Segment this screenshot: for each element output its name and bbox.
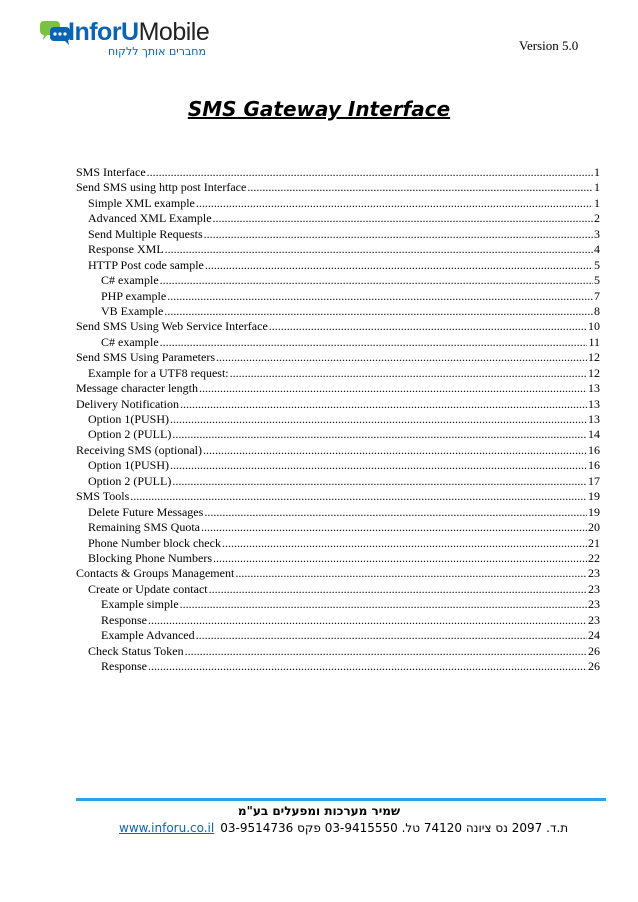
toc-entry[interactable] — [76, 180, 600, 195]
toc-leader-dots — [130, 489, 587, 504]
toc-leader-dots — [165, 242, 593, 257]
toc-leader-dots — [235, 566, 587, 581]
toc-entry-label: Option 1(PUSH) — [88, 458, 170, 473]
toc-entry-page: 10 — [588, 319, 600, 334]
toc-entry-label: SMS Tools — [76, 489, 130, 504]
toc-entry-label: HTTP Post code sample — [88, 257, 204, 272]
toc-entry-label: Option 2 (PULL) — [88, 473, 172, 488]
toc-entry-label: Example Advanced — [101, 628, 195, 643]
toc-entry-page: 12 — [588, 365, 600, 380]
toc-entry[interactable] — [76, 289, 600, 304]
toc-entry-page: 19 — [588, 504, 600, 519]
toc-entry-page: 4 — [594, 242, 600, 257]
toc-leader-dots — [204, 505, 587, 520]
toc-leader-dots — [147, 165, 593, 180]
toc-entry-label: Advanced XML Example — [88, 211, 212, 226]
toc-entry-page: 16 — [588, 458, 600, 473]
toc-entry-page: 14 — [588, 427, 600, 442]
toc-entry-label: Option 2 (PULL) — [88, 427, 172, 442]
toc-entry[interactable] — [76, 566, 600, 581]
logo-wordmark: InforUMobile — [68, 18, 210, 46]
logo-tagline: מחברים אותך ללקוח — [108, 45, 206, 58]
toc-entry[interactable] — [76, 165, 600, 180]
toc-entry-label: Blocking Phone Numbers — [88, 550, 212, 565]
toc-leader-dots — [230, 366, 587, 381]
toc-entry-page: 16 — [588, 442, 600, 457]
toc-leader-dots — [180, 597, 587, 612]
toc-entry[interactable] — [76, 196, 600, 211]
toc-entry-label: Check Status Token — [88, 643, 184, 658]
toc-entry-label: Delete Future Messages — [88, 504, 204, 519]
toc-leader-dots — [203, 443, 587, 458]
toc-entry-page: 26 — [588, 643, 600, 658]
toc-entry-label: Send SMS Using Web Service Interface — [76, 319, 268, 334]
toc-entry-page: 13 — [588, 381, 600, 396]
version-label: Version 5.0 — [519, 38, 579, 53]
toc-leader-dots — [170, 458, 587, 473]
toc-entry-label: Send SMS Using Parameters — [76, 350, 215, 365]
toc-entry[interactable] — [76, 227, 600, 242]
toc-entry-label: Option 1(PUSH) — [88, 412, 170, 426]
toc-entry-page: 2 — [594, 211, 600, 226]
toc-entry[interactable] — [76, 242, 600, 257]
toc-leader-dots — [216, 350, 587, 365]
toc-leader-dots — [204, 227, 593, 242]
toc-entry-page: 5 — [594, 273, 600, 288]
toc-leader-dots — [196, 628, 587, 643]
toc-entry[interactable] — [76, 273, 600, 288]
toc-leader-dots — [205, 258, 593, 273]
toc-entry-label: Send Multiple Requests — [88, 226, 203, 241]
toc-leader-dots — [269, 319, 587, 334]
toc-entry-page: 3 — [594, 226, 600, 241]
toc-entry-page: 17 — [588, 473, 600, 488]
toc-entry[interactable] — [76, 536, 600, 551]
footer-divider — [76, 798, 606, 801]
toc-entry[interactable] — [76, 412, 600, 427]
toc-entry-label: Send SMS using http post Interface — [76, 180, 247, 195]
toc-entry[interactable] — [76, 505, 600, 520]
toc-entry-page: 8 — [594, 303, 600, 318]
website-link[interactable]: www.inforu.co.il — [119, 821, 215, 835]
toc-entry[interactable] — [76, 366, 600, 381]
toc-entry[interactable] — [76, 489, 600, 504]
toc-entry-page: 1 — [594, 180, 600, 195]
toc-leader-dots — [172, 427, 587, 442]
toc-entry[interactable] — [76, 443, 600, 458]
toc-leader-dots — [164, 304, 593, 319]
toc-entry-label: Simple XML example — [88, 195, 195, 210]
toc-entry[interactable] — [76, 582, 600, 597]
toc-entry[interactable] — [76, 659, 600, 674]
toc-leader-dots — [213, 211, 593, 226]
toc-leader-dots — [213, 551, 587, 566]
toc-entry-label: Remaining SMS Quota — [88, 520, 201, 535]
toc-entry-page: 23 — [588, 597, 600, 612]
toc-entry-page: 1 — [594, 195, 600, 210]
toc-entry-page: 1 — [594, 165, 600, 179]
toc-entry-label: Response — [101, 612, 147, 627]
toc-entry[interactable] — [76, 458, 600, 473]
toc-entry-page: 21 — [588, 535, 600, 550]
footer-company: שמיר מערכות ומפעלים בע"מ — [237, 804, 401, 818]
toc-entry-page: 26 — [588, 659, 600, 673]
toc-entry[interactable] — [76, 597, 600, 612]
toc-entry-page: 13 — [588, 396, 600, 411]
toc-entry[interactable] — [76, 427, 600, 442]
toc-entry[interactable] — [76, 474, 600, 489]
toc-entry-page: 23 — [588, 566, 600, 581]
company-logo — [38, 16, 218, 62]
toc-entry-label: Response XML — [88, 242, 164, 257]
toc-entry-label: Contacts & Groups Management — [76, 566, 235, 581]
footer-address: ת.ד. 2097 נס ציונה 74120 טל. 03-9415550 פקס 03-9514736 — [220, 821, 569, 835]
toc-leader-dots — [209, 582, 587, 597]
toc-leader-dots — [196, 196, 593, 211]
toc-entry-label: C# example — [101, 334, 159, 349]
toc-entry[interactable] — [76, 335, 600, 350]
toc-leader-dots — [222, 536, 587, 551]
toc-leader-dots — [172, 474, 587, 489]
toc-entry-label: Example for a UTF8 request: — [88, 365, 229, 380]
toc-entry-page: 7 — [594, 288, 600, 303]
toc-entry-label: Receiving SMS (optional) — [76, 442, 202, 457]
toc-entry-page: 13 — [588, 412, 600, 426]
table-of-contents — [76, 165, 600, 674]
toc-leader-dots — [160, 335, 588, 350]
toc-entry[interactable] — [76, 381, 600, 396]
toc-entry-page: 20 — [588, 520, 600, 535]
toc-leader-dots — [199, 381, 587, 396]
toc-entry[interactable] — [76, 304, 600, 319]
toc-leader-dots — [185, 644, 587, 659]
footer-contact — [119, 821, 569, 835]
toc-entry[interactable] — [76, 551, 600, 566]
toc-entry[interactable] — [76, 644, 600, 659]
document-title: SMS Gateway Interface — [187, 97, 451, 121]
toc-leader-dots — [148, 613, 587, 628]
toc-leader-dots — [160, 273, 593, 288]
toc-entry-label: PHP example — [101, 288, 167, 303]
toc-entry-label: Phone Number block check — [88, 535, 221, 550]
toc-entry-label: Example simple — [101, 597, 179, 612]
toc-entry-page: 12 — [588, 350, 600, 365]
toc-leader-dots — [180, 397, 587, 412]
toc-entry-page: 23 — [588, 612, 600, 627]
toc-entry-label: VB Example — [101, 303, 164, 318]
toc-entry-label: SMS Interface — [76, 165, 146, 179]
toc-leader-dots — [170, 412, 587, 427]
speech-bubble-icon — [38, 20, 72, 46]
toc-entry-page: 23 — [588, 581, 600, 596]
toc-leader-dots — [167, 289, 593, 304]
toc-entry-label: C# example — [101, 273, 159, 288]
toc-leader-dots — [148, 659, 587, 674]
toc-entry-label: Delivery Notification — [76, 396, 179, 411]
toc-entry[interactable] — [76, 520, 600, 535]
toc-entry-page: 5 — [594, 257, 600, 272]
toc-entry-page: 24 — [588, 628, 600, 643]
toc-entry-label: Create or Update contact — [88, 581, 208, 596]
toc-entry[interactable] — [76, 258, 600, 273]
toc-entry-page: 19 — [588, 489, 600, 504]
toc-entry-label: Response — [101, 659, 147, 673]
toc-entry[interactable] — [76, 397, 600, 412]
toc-entry[interactable] — [76, 319, 600, 334]
toc-entry[interactable] — [76, 350, 600, 365]
toc-leader-dots — [201, 520, 587, 535]
toc-entry[interactable] — [76, 613, 600, 628]
toc-entry[interactable] — [76, 211, 600, 226]
toc-entry-page: 11 — [588, 334, 600, 349]
toc-leader-dots — [247, 180, 593, 195]
toc-entry[interactable] — [76, 628, 600, 643]
toc-entry-page: 22 — [588, 550, 600, 565]
toc-entry-label: Message character length — [76, 381, 198, 396]
